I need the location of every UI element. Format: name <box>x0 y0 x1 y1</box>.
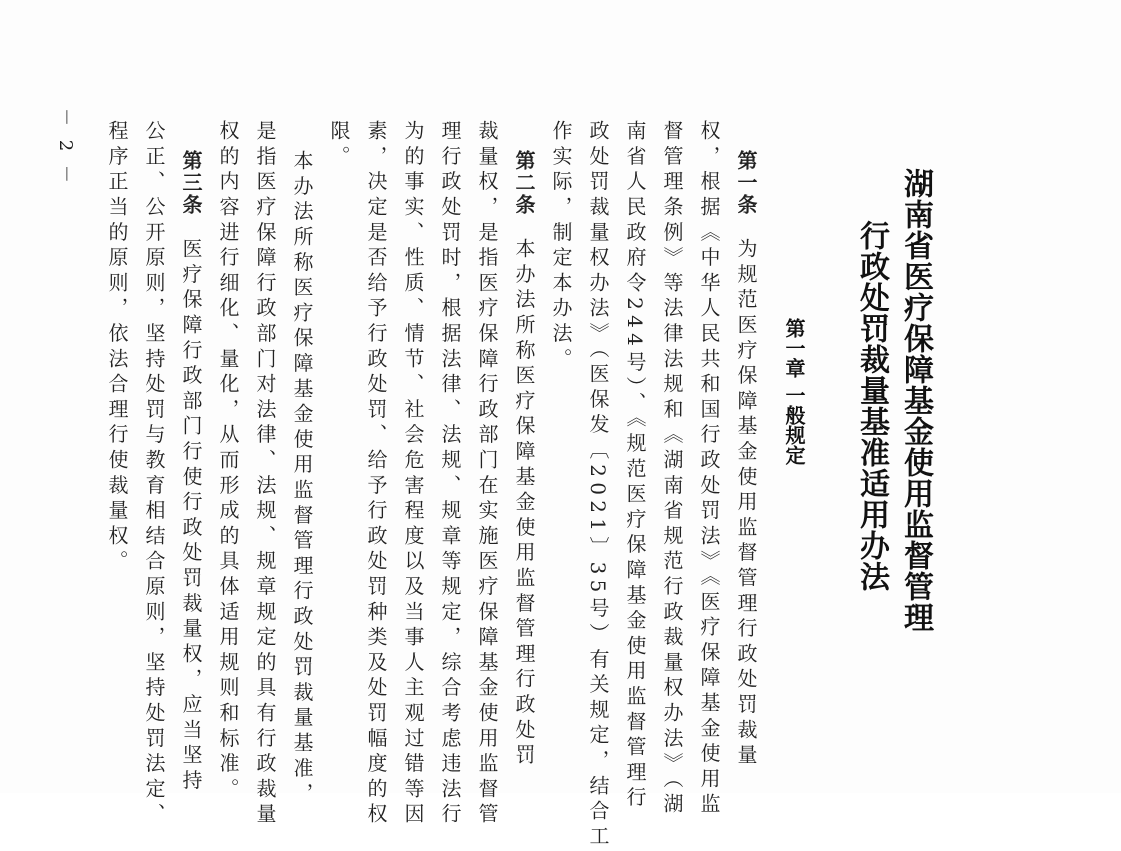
article-label: 第三条 <box>179 150 203 216</box>
article-2-para-2-line-2: 是指医疗保障行政部门对法律、法规、规章规定的具有行政裁量 <box>253 120 277 829</box>
article-text: 为规范医疗保障基金使用监督管理行政处罚裁量 <box>734 238 758 770</box>
article-2-line-6: 限。 <box>327 120 351 171</box>
article-2-line-3: 理行政处罚时，根据法律、法规、规章等规定，综合考虑违法行 <box>438 120 462 829</box>
article-2-para-2-line-3: 权的内容进行细化、量化，从而形成的具体适用规则和标准。 <box>216 120 240 804</box>
article-2-line-4: 为的事实、性质、情节、社会危害程度以及当事人主观过错等因 <box>401 120 425 829</box>
article-text: 医疗保障行政部门行使行政处罚裁量权，应当坚持 <box>179 238 203 795</box>
page-number: － 2 － <box>55 108 76 187</box>
article-2-line-1 <box>514 150 534 769</box>
article-1-line-1 <box>736 150 756 769</box>
article-3-line-1 <box>181 150 201 795</box>
article-3-line-3: 程序正当的原则，依法合理行使裁量权。 <box>105 120 129 576</box>
article-text: 本办法所称医疗保障基金使用监督管理行政处罚 <box>512 238 536 770</box>
article-2-line-5: 素，决定是否给予行政处罚、给予行政处罚种类及处罚幅度的权 <box>364 120 388 829</box>
article-1-line-4: 南省人民政府令244号）、《规范医疗保障基金使用监督管理行 <box>623 120 647 812</box>
article-3-line-2: 公正、公开原则，坚持处罚与教育相结合原则，坚持处罚法定、 <box>142 120 166 829</box>
article-1-line-3: 督管理条例》等法律法规和《湖南省规范行政裁量权办法》（湖 <box>660 120 684 819</box>
article-2-line-2: 裁量权，是指医疗保障行政部门在实施医疗保障基金使用监督管 <box>475 120 499 829</box>
article-label: 第二条 <box>512 150 536 216</box>
page-title-line-2: 行政处罚裁量基准适用办法 <box>854 220 889 592</box>
article-1-line-6: 作实际，制定本办法。 <box>549 120 573 373</box>
page-title-line-1: 湖南省医疗保障基金使用监督管理 <box>898 168 933 633</box>
article-2-para-2-line-1: 本办法所称医疗保障基金使用监督管理行政处罚裁量基准， <box>290 150 314 808</box>
article-label: 第一条 <box>734 150 758 216</box>
chapter-heading: 第一章 一般规定 <box>782 318 806 465</box>
article-1-line-2: 权，根据《中华人民共和国行政处罚法》《医疗保障基金使用监 <box>697 120 721 819</box>
article-1-line-5: 政处罚裁量权办法》（医保发〔2021〕35号）有关规定，结合工 <box>586 120 610 851</box>
